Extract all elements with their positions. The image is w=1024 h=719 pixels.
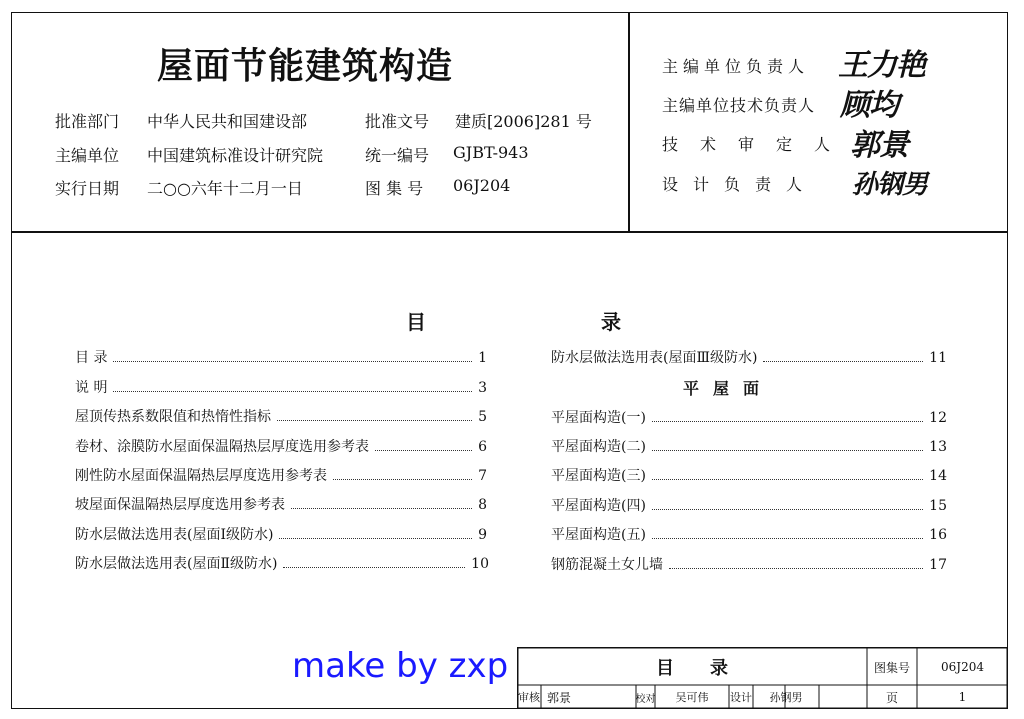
page-label: 页 — [885, 690, 898, 705]
toc-entry-title: 坡屋面保温隔热层厚度选用参考表 — [75, 497, 285, 513]
signature-reviewer: 郭景 — [850, 128, 908, 163]
toc-entry-title: 平屋面构造(一) — [551, 410, 646, 426]
title-block — [517, 647, 1008, 709]
toc-entry-title: 目 录 — [75, 350, 108, 366]
toc-leader — [279, 537, 472, 539]
toc-leader — [283, 566, 465, 568]
approving-dept: 中华人民共和国建设部 — [147, 112, 308, 131]
toc-entry — [551, 436, 947, 456]
toc-entry — [551, 407, 947, 427]
chief-unit: 中国建筑标准设计研究院 — [147, 146, 324, 165]
responsible-role-chief-unit: 主编单位负责人 — [662, 57, 810, 76]
toc-entry — [75, 494, 487, 514]
toc-entry-page: 10 — [471, 556, 489, 572]
toc-entry-page: 13 — [929, 439, 947, 455]
toc-entry-page: 11 — [929, 350, 947, 366]
signature-chief-unit: 王力艳 — [838, 48, 925, 83]
toc-entry-page: 5 — [478, 409, 487, 425]
approval-doc-label: 批准文号 — [365, 112, 430, 131]
signature-tech-chief: 顾均 — [840, 88, 898, 123]
toc-leader — [652, 537, 923, 539]
uniform-no: GJBT-943 — [453, 143, 529, 162]
page-value: 1 — [958, 690, 967, 704]
toc-entry — [75, 406, 487, 426]
check-label: 校对 — [635, 693, 656, 705]
toc-entry-page: 12 — [929, 410, 947, 426]
toc-leader — [652, 478, 923, 480]
sheet-title: 目 录 — [656, 658, 728, 679]
toc-entry — [551, 465, 947, 485]
toc-leader — [113, 390, 472, 392]
toc-entry-title: 钢筋混凝土女儿墙 — [551, 557, 663, 573]
toc-entry-page: 17 — [929, 557, 947, 573]
toc-entry-title: 卷材、涂膜防水屋面保温隔热层厚度选用参考表 — [75, 439, 369, 455]
toc-leader — [113, 360, 472, 362]
toc-entry-page: 9 — [478, 527, 487, 543]
toc-heading-left: 目 — [406, 310, 426, 334]
toc-entry-title: 说 明 — [75, 380, 108, 396]
header-column-divider — [628, 12, 630, 231]
toc-entry-title: 平屋面构造(二) — [551, 439, 646, 455]
toc-entry — [75, 377, 487, 397]
review-label: 审核 — [518, 691, 540, 704]
toc-leader — [652, 508, 923, 510]
toc-heading-right: 录 — [601, 310, 621, 334]
header-divider — [11, 231, 1008, 233]
toc-entry — [551, 524, 947, 544]
approving-dept-label: 批准部门 — [55, 112, 120, 131]
atlas-no-label: 图 集 号 — [365, 179, 424, 198]
design-label: 设计 — [730, 691, 752, 704]
toc-entry — [75, 553, 489, 573]
toc-entry-title: 平屋面构造(三) — [551, 468, 646, 484]
toc-entry — [551, 554, 947, 574]
approval-doc: 建质[2006]281 号 — [455, 112, 592, 131]
toc-entry-page: 7 — [478, 468, 487, 484]
toc-entry-page: 3 — [478, 380, 487, 396]
toc-entry-page: 1 — [478, 350, 487, 366]
toc-entry-page: 16 — [929, 527, 947, 543]
toc-leader — [763, 360, 923, 362]
responsible-role-designer: 设计负责人 — [662, 175, 818, 194]
watermark-text: make by zxp — [292, 646, 509, 686]
atlas-number-value: 06J204 — [941, 660, 984, 674]
toc-leader — [333, 478, 472, 480]
toc-leader — [652, 420, 923, 422]
toc-entry-page: 6 — [478, 439, 487, 455]
toc-leader — [669, 567, 923, 569]
effective-date: 二○○六年十二月一日 — [147, 179, 303, 198]
toc-entry-page: 14 — [929, 468, 947, 484]
toc-leader — [277, 419, 472, 421]
toc-entry-page: 8 — [478, 497, 487, 513]
toc-entry — [551, 347, 947, 367]
atlas-no: 06J204 — [453, 176, 511, 195]
toc-entry-title: 刚性防水屋面保温隔热层厚度选用参考表 — [75, 468, 327, 484]
toc-leader — [652, 449, 923, 451]
design-name: 孙钢男 — [769, 691, 803, 704]
toc-entry-title: 平屋面构造(五) — [551, 527, 646, 543]
review-name: 郭景 — [547, 690, 572, 705]
responsible-role-tech-chief: 主编单位技术负责人 — [662, 96, 816, 115]
toc-entry — [75, 465, 487, 485]
uniform-no-label: 统一编号 — [365, 146, 430, 165]
toc-entry-title: 防水层做法选用表(屋面Ⅲ级防水) — [551, 350, 758, 366]
chief-unit-label: 主编单位 — [55, 146, 120, 165]
toc-entry — [75, 436, 487, 456]
toc-entry-title: 防水层做法选用表(屋面Ⅰ级防水) — [75, 527, 274, 543]
atlas-title: 屋面节能建筑构造 — [157, 46, 454, 87]
toc-entry-title: 平屋面构造(四) — [551, 498, 646, 514]
toc-entry — [75, 347, 487, 367]
atlas-number-label: 图集号 — [873, 660, 910, 675]
toc-entry — [551, 495, 947, 515]
toc-entry-title: 屋顶传热系数限值和热惰性指标 — [75, 409, 271, 425]
check-name: 吴可伟 — [675, 691, 709, 704]
toc-leader — [375, 449, 472, 451]
toc-leader — [291, 507, 472, 509]
section-title-flat-roof: 平屋面 — [683, 379, 774, 398]
toc-entry-page: 15 — [929, 498, 947, 514]
toc-entry — [75, 524, 487, 544]
toc-entry-title: 防水层做法选用表(屋面Ⅱ级防水) — [75, 556, 278, 572]
signature-designer: 孙钢男 — [852, 170, 928, 200]
effective-date-label: 实行日期 — [55, 179, 120, 198]
responsible-role-reviewer: 技术审定人 — [662, 135, 853, 154]
